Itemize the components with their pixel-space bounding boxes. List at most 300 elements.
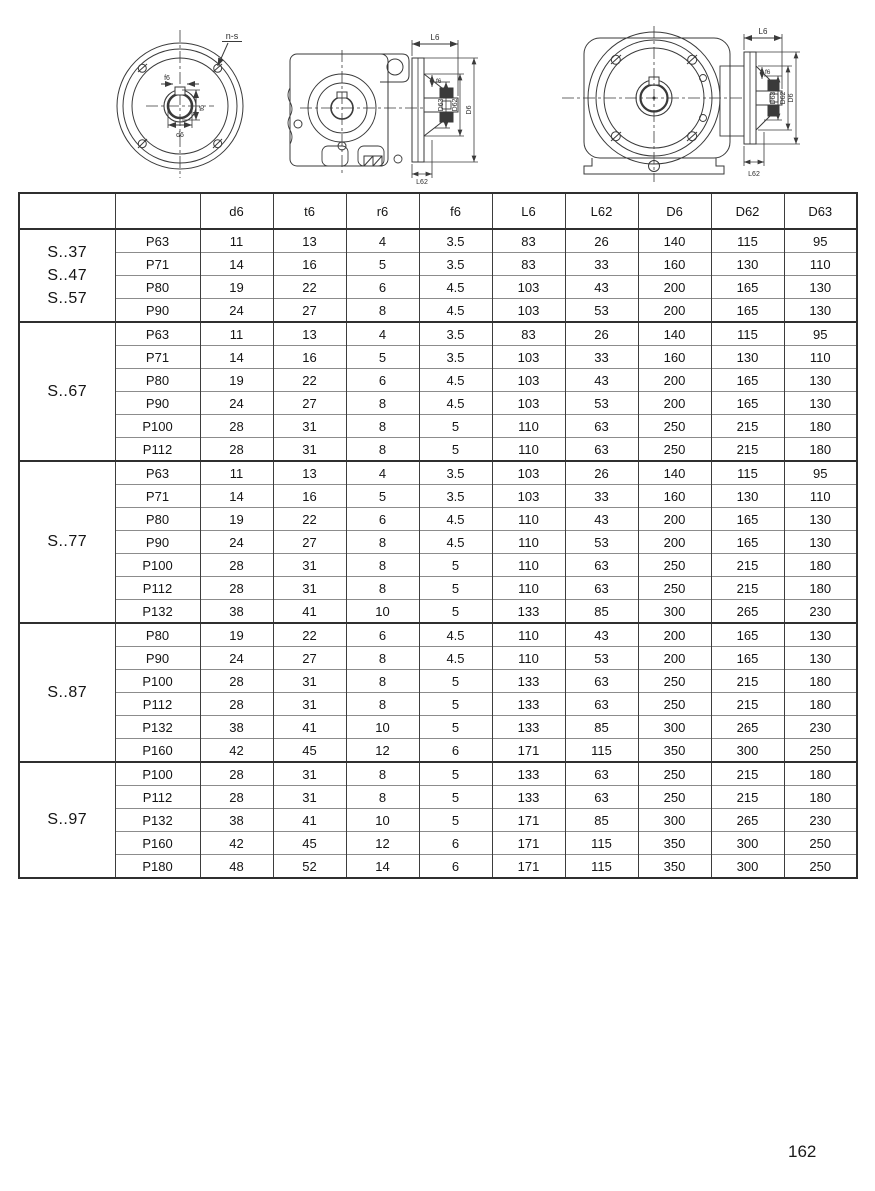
value-cell: 110 xyxy=(784,346,857,369)
value-cell: 5 xyxy=(419,762,492,786)
value-cell: 250 xyxy=(638,577,711,600)
value-cell: 8 xyxy=(346,693,419,716)
dim-label-D62: D62 xyxy=(780,91,787,105)
value-cell: 200 xyxy=(638,647,711,670)
value-cell: 27 xyxy=(273,647,346,670)
column-header xyxy=(115,193,200,229)
value-cell: 300 xyxy=(711,832,784,855)
value-cell: 165 xyxy=(711,276,784,299)
model-cell: P100 xyxy=(115,670,200,693)
value-cell: 110 xyxy=(492,577,565,600)
series-name: S..77 xyxy=(47,533,88,551)
model-cell: P63 xyxy=(115,229,200,253)
value-cell: 160 xyxy=(638,485,711,508)
value-cell: 5 xyxy=(419,809,492,832)
value-cell: 22 xyxy=(273,623,346,647)
value-cell: 31 xyxy=(273,554,346,577)
value-cell: 140 xyxy=(638,322,711,346)
eyebolt-hole xyxy=(387,59,403,75)
value-cell: 110 xyxy=(492,647,565,670)
value-cell: 8 xyxy=(346,670,419,693)
value-cell: 300 xyxy=(711,855,784,879)
value-cell: 28 xyxy=(200,762,273,786)
value-cell: 13 xyxy=(273,229,346,253)
value-cell: 6 xyxy=(419,832,492,855)
flange-front-view-svg xyxy=(104,28,272,180)
value-cell: 83 xyxy=(492,229,565,253)
value-cell: 3.5 xyxy=(419,253,492,276)
gearbox-front-view-svg xyxy=(558,24,803,186)
value-cell: 171 xyxy=(492,832,565,855)
value-cell: 133 xyxy=(492,716,565,739)
table-row xyxy=(19,415,857,438)
value-cell: 6 xyxy=(419,855,492,879)
value-cell: 53 xyxy=(565,392,638,415)
value-cell: 215 xyxy=(711,762,784,786)
value-cell: 115 xyxy=(711,322,784,346)
column-header: D63 xyxy=(784,193,857,229)
table-row xyxy=(19,554,857,577)
value-cell: 43 xyxy=(565,508,638,531)
gearbox-side-view-drawing xyxy=(276,28,494,191)
value-cell: 5 xyxy=(419,693,492,716)
value-cell: 180 xyxy=(784,786,857,809)
value-cell: 215 xyxy=(711,693,784,716)
value-cell: 16 xyxy=(273,485,346,508)
value-cell: 95 xyxy=(784,229,857,253)
value-cell: 250 xyxy=(638,554,711,577)
value-cell: 26 xyxy=(565,461,638,485)
value-cell: 4 xyxy=(346,229,419,253)
value-cell: 6 xyxy=(346,276,419,299)
table-row xyxy=(19,762,857,786)
value-cell: 24 xyxy=(200,299,273,323)
series-group-label xyxy=(19,461,115,623)
value-cell: 250 xyxy=(638,762,711,786)
value-cell: 16 xyxy=(273,346,346,369)
table-row xyxy=(19,600,857,624)
value-cell: 4.5 xyxy=(419,369,492,392)
model-cell: P160 xyxy=(115,739,200,763)
table-row xyxy=(19,369,857,392)
column-header: t6 xyxy=(273,193,346,229)
value-cell: 5 xyxy=(419,438,492,462)
value-cell: 33 xyxy=(565,485,638,508)
value-cell: 8 xyxy=(346,415,419,438)
value-cell: 110 xyxy=(492,508,565,531)
value-cell: 31 xyxy=(273,670,346,693)
dim-label-D63: D63 xyxy=(770,91,777,105)
value-cell: 115 xyxy=(565,739,638,763)
model-cell: P71 xyxy=(115,485,200,508)
value-cell: 110 xyxy=(492,531,565,554)
model-cell: P132 xyxy=(115,716,200,739)
value-cell: 6 xyxy=(346,369,419,392)
value-cell: 3.5 xyxy=(419,461,492,485)
callout-leader xyxy=(218,43,228,66)
value-cell: 42 xyxy=(200,832,273,855)
value-cell: 10 xyxy=(346,809,419,832)
value-cell: 110 xyxy=(492,415,565,438)
dim-label-D62: D62 xyxy=(452,98,459,112)
value-cell: 130 xyxy=(711,253,784,276)
value-cell: 200 xyxy=(638,276,711,299)
value-cell: 180 xyxy=(784,693,857,716)
value-cell: 115 xyxy=(711,461,784,485)
model-cell: P90 xyxy=(115,647,200,670)
series-name: S..37 xyxy=(47,243,88,261)
value-cell: 27 xyxy=(273,392,346,415)
value-cell: 5 xyxy=(419,415,492,438)
value-cell: 350 xyxy=(638,832,711,855)
value-cell: 4.5 xyxy=(419,647,492,670)
value-cell: 110 xyxy=(492,438,565,462)
value-cell: 103 xyxy=(492,346,565,369)
value-cell: 165 xyxy=(711,508,784,531)
value-cell: 52 xyxy=(273,855,346,879)
table-row xyxy=(19,322,857,346)
value-cell: 19 xyxy=(200,369,273,392)
model-cell: P112 xyxy=(115,438,200,462)
column-header: D62 xyxy=(711,193,784,229)
value-cell: 133 xyxy=(492,786,565,809)
value-cell: 103 xyxy=(492,299,565,323)
value-cell: 130 xyxy=(711,485,784,508)
value-cell: 230 xyxy=(784,600,857,624)
value-cell: 215 xyxy=(711,786,784,809)
value-cell: 11 xyxy=(200,461,273,485)
value-cell: 230 xyxy=(784,809,857,832)
value-cell: 45 xyxy=(273,739,346,763)
value-cell: 165 xyxy=(711,392,784,415)
value-cell: 8 xyxy=(346,531,419,554)
series-name: S..57 xyxy=(47,290,88,308)
value-cell: 48 xyxy=(200,855,273,879)
value-cell: 165 xyxy=(711,623,784,647)
value-cell: 10 xyxy=(346,716,419,739)
value-cell: 26 xyxy=(565,322,638,346)
value-cell: 6 xyxy=(419,739,492,763)
column-header: D6 xyxy=(638,193,711,229)
value-cell: 85 xyxy=(565,716,638,739)
value-cell: 4.5 xyxy=(419,299,492,323)
value-cell: 27 xyxy=(273,299,346,323)
drain-plug-hatch xyxy=(364,156,382,166)
value-cell: 31 xyxy=(273,693,346,716)
value-cell: 38 xyxy=(200,809,273,832)
value-cell: 165 xyxy=(711,369,784,392)
header-row xyxy=(19,193,857,229)
value-cell: 63 xyxy=(565,786,638,809)
dim-label-D63: D63 xyxy=(438,98,445,112)
value-cell: 22 xyxy=(273,508,346,531)
flange-front-view-drawing xyxy=(104,28,272,185)
value-cell: 5 xyxy=(346,485,419,508)
value-cell: 33 xyxy=(565,253,638,276)
model-cell: P80 xyxy=(115,623,200,647)
value-cell: 250 xyxy=(784,739,857,763)
value-cell: 200 xyxy=(638,531,711,554)
value-cell: 130 xyxy=(784,531,857,554)
dim-label-L62: L62 xyxy=(416,179,428,186)
value-cell: 16 xyxy=(273,253,346,276)
value-cell: 5 xyxy=(346,346,419,369)
value-cell: 10 xyxy=(346,600,419,624)
value-cell: 4.5 xyxy=(419,276,492,299)
value-cell: 215 xyxy=(711,438,784,462)
value-cell: 115 xyxy=(565,832,638,855)
value-cell: 171 xyxy=(492,855,565,879)
value-cell: 265 xyxy=(711,716,784,739)
value-cell: 180 xyxy=(784,438,857,462)
value-cell: 180 xyxy=(784,415,857,438)
table-row xyxy=(19,392,857,415)
series-group-label xyxy=(19,623,115,762)
model-cell: P80 xyxy=(115,276,200,299)
value-cell: 133 xyxy=(492,693,565,716)
column-header: L6 xyxy=(492,193,565,229)
model-cell: P112 xyxy=(115,693,200,716)
value-cell: 8 xyxy=(346,438,419,462)
value-cell: 250 xyxy=(784,855,857,879)
value-cell: 13 xyxy=(273,461,346,485)
value-cell: 8 xyxy=(346,299,419,323)
dimension-table xyxy=(18,192,858,879)
gearbox-side-view-svg xyxy=(276,28,494,186)
value-cell: 41 xyxy=(273,809,346,832)
value-cell: 19 xyxy=(200,276,273,299)
table-row xyxy=(19,809,857,832)
table-row xyxy=(19,438,857,462)
model-cell: P80 xyxy=(115,369,200,392)
value-cell: 11 xyxy=(200,322,273,346)
value-cell: 41 xyxy=(273,600,346,624)
value-cell: 300 xyxy=(638,600,711,624)
value-cell: 103 xyxy=(492,485,565,508)
dim-label-t6: t6 xyxy=(199,105,206,111)
model-cell: P80 xyxy=(115,508,200,531)
value-cell: 43 xyxy=(565,369,638,392)
value-cell: 4.5 xyxy=(419,531,492,554)
series-name: S..97 xyxy=(47,811,88,829)
value-cell: 3.5 xyxy=(419,229,492,253)
value-cell: 200 xyxy=(638,623,711,647)
column-header: L62 xyxy=(565,193,638,229)
value-cell: 130 xyxy=(784,647,857,670)
dim-label-L6: L6 xyxy=(430,33,440,42)
value-cell: 83 xyxy=(492,322,565,346)
dim-label-L6: L6 xyxy=(758,27,768,36)
dim-label-f6: f6 xyxy=(164,75,170,82)
value-cell: 5 xyxy=(419,577,492,600)
model-cell: P100 xyxy=(115,762,200,786)
value-cell: 31 xyxy=(273,786,346,809)
value-cell: 160 xyxy=(638,253,711,276)
value-cell: 43 xyxy=(565,623,638,647)
value-cell: 24 xyxy=(200,531,273,554)
value-cell: 115 xyxy=(565,855,638,879)
value-cell: 14 xyxy=(200,485,273,508)
table-row xyxy=(19,461,857,485)
value-cell: 4.5 xyxy=(419,508,492,531)
dim-label-f6: f6 xyxy=(765,69,771,76)
value-cell: 133 xyxy=(492,670,565,693)
model-cell: P63 xyxy=(115,322,200,346)
value-cell: 180 xyxy=(784,554,857,577)
model-cell: P71 xyxy=(115,253,200,276)
value-cell: 4.5 xyxy=(419,392,492,415)
model-cell: P71 xyxy=(115,346,200,369)
value-cell: 4 xyxy=(346,322,419,346)
output-transition xyxy=(720,66,744,136)
value-cell: 8 xyxy=(346,577,419,600)
table-row xyxy=(19,485,857,508)
value-cell: 28 xyxy=(200,577,273,600)
value-cell: 63 xyxy=(565,693,638,716)
value-cell: 300 xyxy=(638,716,711,739)
model-cell: P112 xyxy=(115,577,200,600)
value-cell: 85 xyxy=(565,809,638,832)
series-name: S..87 xyxy=(47,683,88,701)
table-row xyxy=(19,299,857,323)
value-cell: 115 xyxy=(711,229,784,253)
value-cell: 63 xyxy=(565,554,638,577)
corner-hole xyxy=(394,155,402,163)
value-cell: 14 xyxy=(200,346,273,369)
keyway xyxy=(175,87,185,95)
value-cell: 180 xyxy=(784,577,857,600)
value-cell: 14 xyxy=(346,855,419,879)
column-header xyxy=(19,193,115,229)
bolt-count-callout: n-s xyxy=(225,31,239,41)
value-cell: 28 xyxy=(200,693,273,716)
table-body xyxy=(19,229,857,878)
value-cell: 130 xyxy=(784,508,857,531)
value-cell: 19 xyxy=(200,623,273,647)
value-cell: 350 xyxy=(638,855,711,879)
value-cell: 53 xyxy=(565,299,638,323)
model-cell: P63 xyxy=(115,461,200,485)
table-row xyxy=(19,276,857,299)
table-row xyxy=(19,623,857,647)
value-cell: 3.5 xyxy=(419,346,492,369)
value-cell: 165 xyxy=(711,299,784,323)
value-cell: 45 xyxy=(273,832,346,855)
value-cell: 38 xyxy=(200,716,273,739)
table-row xyxy=(19,508,857,531)
page-number: 162 xyxy=(788,1142,817,1161)
column-header: f6 xyxy=(419,193,492,229)
value-cell: 110 xyxy=(492,554,565,577)
value-cell: 250 xyxy=(638,786,711,809)
table-row xyxy=(19,229,857,253)
value-cell: 103 xyxy=(492,276,565,299)
value-cell: 12 xyxy=(346,832,419,855)
value-cell: 5 xyxy=(419,554,492,577)
value-cell: 31 xyxy=(273,438,346,462)
value-cell: 5 xyxy=(346,253,419,276)
value-cell: 110 xyxy=(492,623,565,647)
value-cell: 85 xyxy=(565,600,638,624)
value-cell: 265 xyxy=(711,600,784,624)
model-cell: P132 xyxy=(115,809,200,832)
value-cell: 215 xyxy=(711,554,784,577)
series-group-label xyxy=(19,762,115,878)
value-cell: 8 xyxy=(346,392,419,415)
table-row xyxy=(19,531,857,554)
model-cell: P132 xyxy=(115,600,200,624)
series-name: S..47 xyxy=(47,266,88,284)
model-cell: P90 xyxy=(115,531,200,554)
value-cell: 165 xyxy=(711,647,784,670)
value-cell: 28 xyxy=(200,554,273,577)
value-cell: 200 xyxy=(638,392,711,415)
value-cell: 53 xyxy=(565,531,638,554)
model-cell: P160 xyxy=(115,832,200,855)
eyebolt-tab xyxy=(380,54,409,82)
value-cell: 38 xyxy=(200,600,273,624)
table-row xyxy=(19,832,857,855)
value-cell: 11 xyxy=(200,229,273,253)
dim-label-L62: L62 xyxy=(748,171,760,178)
value-cell: 140 xyxy=(638,461,711,485)
value-cell: 22 xyxy=(273,369,346,392)
value-cell: 200 xyxy=(638,299,711,323)
value-cell: 5 xyxy=(419,716,492,739)
value-cell: 140 xyxy=(638,229,711,253)
value-cell: 14 xyxy=(200,253,273,276)
value-cell: 12 xyxy=(346,739,419,763)
value-cell: 24 xyxy=(200,392,273,415)
value-cell: 13 xyxy=(273,322,346,346)
dim-label-D6: D6 xyxy=(466,105,473,115)
value-cell: 27 xyxy=(273,531,346,554)
value-cell: 3.5 xyxy=(419,485,492,508)
value-cell: 8 xyxy=(346,786,419,809)
value-cell: 5 xyxy=(419,600,492,624)
value-cell: 3.5 xyxy=(419,322,492,346)
table-row xyxy=(19,577,857,600)
value-cell: 53 xyxy=(565,647,638,670)
table-row xyxy=(19,253,857,276)
value-cell: 8 xyxy=(346,762,419,786)
value-cell: 110 xyxy=(784,253,857,276)
series-name: S..67 xyxy=(47,382,88,400)
series-group-label xyxy=(19,322,115,461)
table-row xyxy=(19,647,857,670)
table-header xyxy=(19,193,857,229)
value-cell: 28 xyxy=(200,786,273,809)
table-row xyxy=(19,346,857,369)
value-cell: 250 xyxy=(638,670,711,693)
value-cell: 31 xyxy=(273,762,346,786)
value-cell: 103 xyxy=(492,392,565,415)
table-row xyxy=(19,855,857,879)
column-header: r6 xyxy=(346,193,419,229)
value-cell: 350 xyxy=(638,739,711,763)
value-cell: 250 xyxy=(784,832,857,855)
table-row xyxy=(19,693,857,716)
value-cell: 28 xyxy=(200,438,273,462)
value-cell: 63 xyxy=(565,577,638,600)
value-cell: 42 xyxy=(200,739,273,763)
model-cell: P180 xyxy=(115,855,200,879)
value-cell: 300 xyxy=(638,809,711,832)
value-cell: 83 xyxy=(492,253,565,276)
model-cell: P90 xyxy=(115,392,200,415)
value-cell: 63 xyxy=(565,415,638,438)
value-cell: 180 xyxy=(784,762,857,786)
